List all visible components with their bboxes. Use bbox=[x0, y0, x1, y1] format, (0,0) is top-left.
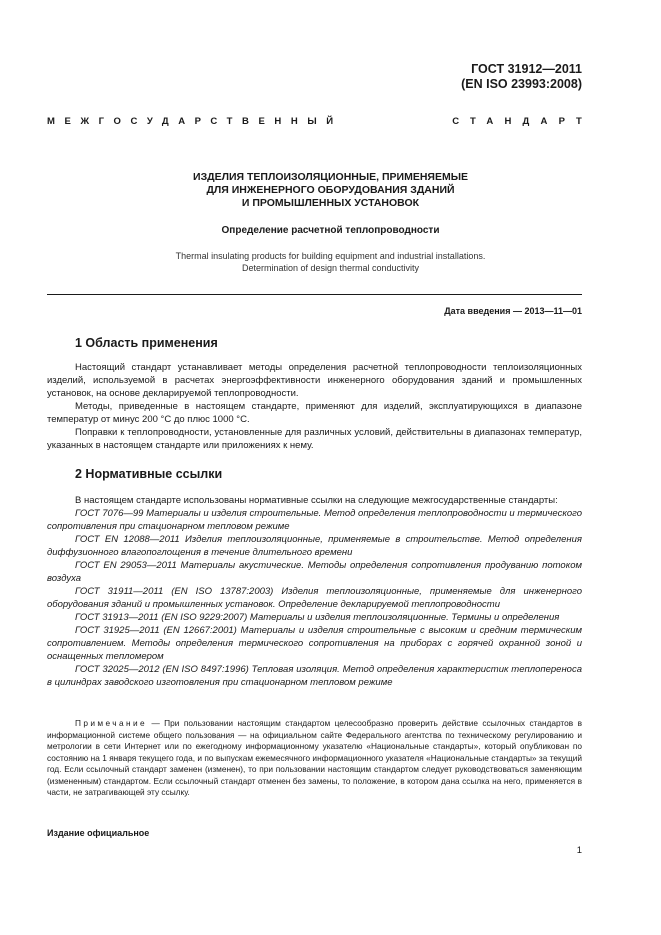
reference-item: ГОСТ 31911—2011 (EN ISO 13787:2003) Изделия теплоизоляционные, применяемые для инженерного оборудования зданий и промышленных установок. Определение декларируемой теплопроводности bbox=[47, 586, 582, 610]
document-title bbox=[79, 171, 582, 210]
page-number: 1 bbox=[576, 845, 582, 856]
document-subtitle: Определение расчетной теплопроводности bbox=[221, 225, 440, 236]
title-line: ИЗДЕЛИЯ ТЕПЛОИЗОЛЯЦИОННЫЕ, ПРИМЕНЯЕМЫЕ bbox=[193, 171, 468, 183]
english-title bbox=[79, 250, 582, 274]
standard-code bbox=[461, 62, 582, 92]
paragraph: Методы, приведенные в настоящем стандарте, применяют для изделий, эксплуатирующихся в диапазоне температур от минус 200 °С до плюс 1000 °С. bbox=[47, 401, 582, 425]
banner-standard: СТАНДАРТ bbox=[452, 116, 593, 127]
reference-item: ГОСТ 7076—99 Материалы и изделия строительные. Метод определения теплопроводности и термического сопротивления при стационарном тепловом режиме bbox=[47, 508, 582, 532]
title-line: ДЛЯ ИНЖЕНЕРНОГО ОБОРУДОВАНИЯ ЗДАНИЙ bbox=[206, 184, 455, 196]
paragraph: Настоящий стандарт устанавливает методы определения расчетной теплопроводности теплоизоляционных изделий, используемой в расчетах энергоэффективности инженерного оборудования зданий и промышленных установок, на основе декларируемой теплопроводности. bbox=[47, 362, 582, 399]
title-line: И ПРОМЫШЛЕННЫХ УСТАНОВОК bbox=[241, 197, 420, 209]
note-block bbox=[47, 718, 582, 799]
paragraph: В настоящем стандарте использованы нормативные ссылки на следующие межгосударственные стандарты: bbox=[75, 495, 558, 506]
section-scope bbox=[47, 335, 582, 451]
reference-item: ГОСТ 31925—2011 (EN 12667:2001) Материалы и изделия строительные с высоким и средним термическим сопротивлением. Методы определения термического сопротивления на приборах с горячей охранной зоной и оснащенных тепломером bbox=[47, 625, 582, 662]
reference-item: ГОСТ EN 29053—2011 Материалы акустические. Методы определения сопротивления продуванию потоком воздуха bbox=[47, 560, 582, 584]
banner-interstate: МЕЖГОСУДАРСТВЕННЫЙ bbox=[47, 116, 343, 127]
note-label: Примечание bbox=[75, 718, 148, 728]
introduction-date: Дата введения — 2013—11—01 bbox=[444, 306, 582, 316]
horizontal-rule bbox=[47, 294, 582, 295]
paragraph: Поправки к теплопроводности, установленные для различных условий, действительны в диапазонах температур, указанных в настоящем стандарте или приложениях к нему. bbox=[47, 427, 582, 451]
standard-banner bbox=[47, 116, 593, 128]
note-text: — При пользовании настоящим стандартом целесообразно проверить действие ссылочных стандартов в информационной системе общего пользования — на официальном сайте Федерального агентства по техническому регулированию и метрологии в сети Интернет или по ежегодному информационному указателю «Национальные стандарты», который опубликован по состоянию на 1 января текущего года, и по выпускам ежемесячного информационного указателя «Национальные стандарты» за текущий год. Если ссылочный стандарт заменен (изменен), то при пользовании настоящим стандартом следует руководствоваться заменяющим (измененным) стандартом. Если ссылочный стандарт отменен без замены, то положение, в котором дана ссылка на него, применяется в части, не затрагивающей эту ссылку. bbox=[47, 718, 582, 797]
section-body bbox=[47, 361, 582, 452]
english-title-line: Thermal insulating products for building equipment and industrial installations. bbox=[175, 251, 486, 261]
reference-item: ГОСТ 31913—2011 (EN ISO 9229:2007) Материалы и изделия теплоизоляционные. Термины и определения bbox=[75, 612, 560, 623]
section-heading: 1 Область применения bbox=[75, 336, 218, 350]
section-body bbox=[47, 494, 582, 689]
iso-number: (EN ISO 23993:2008) bbox=[461, 77, 582, 91]
official-edition: Издание официальное bbox=[47, 828, 150, 838]
reference-item: ГОСТ 32025—2012 (EN ISO 8497:1996) Тепловая изоляция. Метод определения характеристик теплопереноса в цилиндрах заводского изготовления при стационарном тепловом режиме bbox=[47, 664, 582, 688]
section-normative-references bbox=[47, 466, 582, 688]
english-title-line: Determination of design thermal conductivity bbox=[241, 263, 420, 273]
gost-number: ГОСТ 31912—2011 bbox=[471, 62, 582, 76]
reference-item: ГОСТ EN 12088—2011 Изделия теплоизоляционные, применяемые в строительстве. Метод определения диффузионного влагопоглощения в течение длительного времени bbox=[47, 534, 582, 558]
section-heading: 2 Нормативные ссылки bbox=[75, 467, 223, 481]
